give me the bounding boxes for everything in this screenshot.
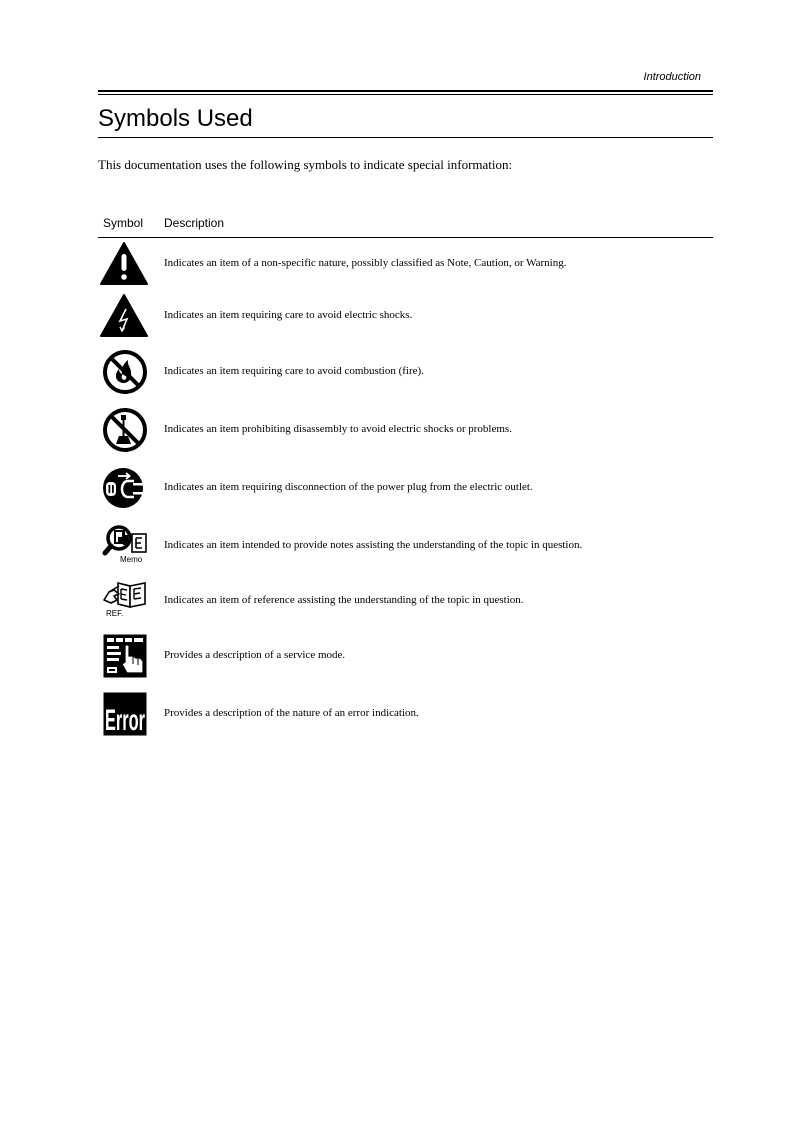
service-mode-icon <box>103 634 153 684</box>
row-description: Indicates an item requiring care to avoid combustion (fire). <box>164 365 424 377</box>
intro-text: This documentation uses the following symbols to indicate special information: <box>98 157 513 172</box>
page-title: Symbols Used <box>98 105 253 132</box>
icon-caption: REF. <box>106 609 124 618</box>
row-description: Indicates an item of reference assisting the understanding of the topic in question. <box>164 594 524 606</box>
error-icon-label: Error <box>105 704 146 737</box>
row-description: Indicates an item intended to provide notes assisting the understanding of the topic in question. <box>164 539 583 551</box>
electric-shock-icon <box>100 292 150 342</box>
title-rule <box>98 137 713 138</box>
error-icon <box>103 692 153 742</box>
icon-caption: Memo <box>120 555 143 564</box>
table-header-rule <box>98 237 713 238</box>
no-fire-icon <box>100 346 150 396</box>
reference-icon <box>100 580 150 630</box>
column-header-description: Description <box>164 216 225 230</box>
row-description: Provides a description of the nature of an error indication. <box>164 707 419 719</box>
header-section-label: Introduction <box>643 71 701 83</box>
row-description: Indicates an item requiring care to avoid electric shocks. <box>164 309 413 321</box>
row-description: Indicates an item of a non-specific nature, possibly classified as Note, Caution, or Warning. <box>164 257 567 269</box>
row-description: Provides a description of a service mode. <box>164 649 346 661</box>
header-rule <box>98 90 713 92</box>
no-disassembly-icon <box>100 404 150 454</box>
row-description: Indicates an item requiring disconnection of the power plug from the electric outlet. <box>164 481 533 493</box>
column-header-symbol: Symbol <box>103 216 144 230</box>
row-description: Indicates an item prohibiting disassembly to avoid electric shocks or problems. <box>164 423 512 435</box>
header-rule-thin <box>98 94 713 95</box>
unplug-icon <box>100 462 150 512</box>
warning-icon <box>100 240 150 290</box>
